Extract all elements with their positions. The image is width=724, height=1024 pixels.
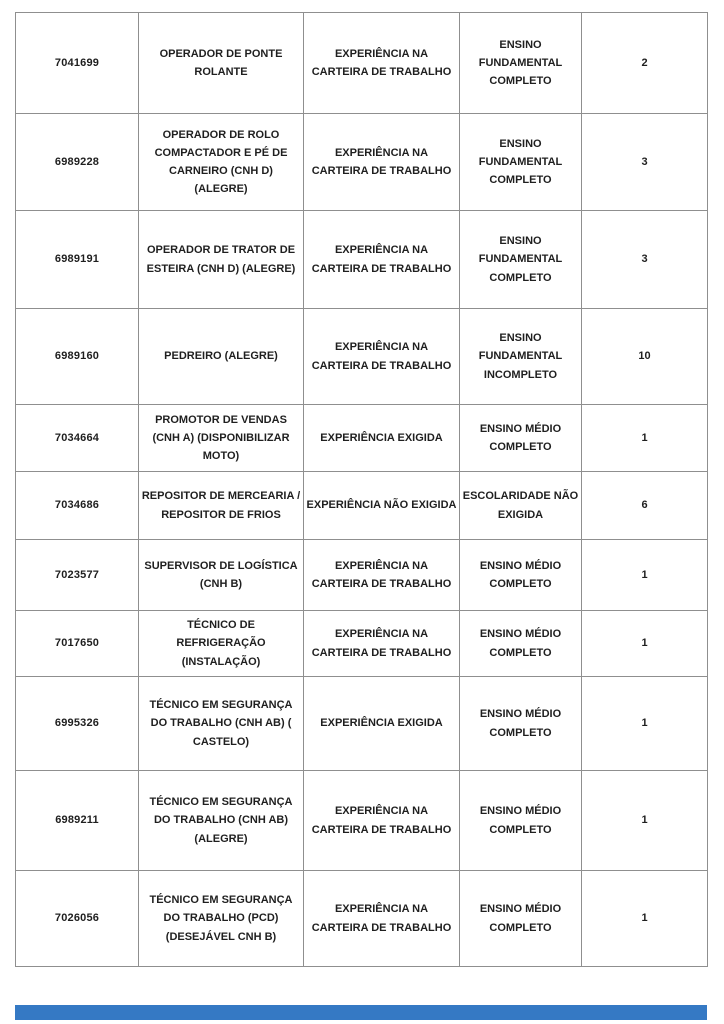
openings-count-cell: 6 (582, 472, 708, 540)
vacancy-id-cell: 7026056 (16, 871, 139, 967)
vacancy-id-cell: 7034664 (16, 405, 139, 472)
job-title-cell: TÉCNICO DE REFRIGERAÇÃO (INSTALAÇÃO) (139, 611, 304, 677)
table-row (16, 405, 708, 472)
table-row (16, 472, 708, 540)
experience-cell: EXPERIÊNCIA EXIGIDA (304, 405, 460, 472)
vacancy-id-cell: 7017650 (16, 611, 139, 677)
experience-cell: EXPERIÊNCIA NA CARTEIRA DE TRABALHO (304, 309, 460, 405)
vacancy-id-cell: 6989191 (16, 211, 139, 309)
education-cell: ENSINO MÉDIO COMPLETO (460, 540, 582, 611)
openings-count-cell: 1 (582, 611, 708, 677)
openings-count-cell: 1 (582, 677, 708, 771)
job-title-cell: OPERADOR DE PONTE ROLANTE (139, 13, 304, 114)
table-row (16, 540, 708, 611)
openings-count-cell: 1 (582, 871, 708, 967)
job-title-cell: PROMOTOR DE VENDAS (CNH A) (DISPONIBILIZAR MOTO) (139, 405, 304, 472)
openings-count-cell: 3 (582, 211, 708, 309)
vacancy-id-cell: 6989211 (16, 771, 139, 871)
vacancy-id-cell: 7041699 (16, 13, 139, 114)
education-cell: ENSINO MÉDIO COMPLETO (460, 611, 582, 677)
experience-cell: EXPERIÊNCIA NA CARTEIRA DE TRABALHO (304, 871, 460, 967)
vacancies-table (15, 12, 708, 967)
table-row (16, 677, 708, 771)
experience-cell: EXPERIÊNCIA NA CARTEIRA DE TRABALHO (304, 540, 460, 611)
table-row (16, 13, 708, 114)
experience-cell: EXPERIÊNCIA EXIGIDA (304, 677, 460, 771)
education-cell: ENSINO FUNDAMENTAL COMPLETO (460, 13, 582, 114)
openings-count-cell: 2 (582, 13, 708, 114)
education-cell: ENSINO FUNDAMENTAL INCOMPLETO (460, 309, 582, 405)
education-cell: ESCOLARIDADE NÃO EXIGIDA (460, 472, 582, 540)
education-cell: ENSINO MÉDIO COMPLETO (460, 405, 582, 472)
job-title-cell: TÉCNICO EM SEGURANÇA DO TRABALHO (CNH AB) ( CASTELO) (139, 677, 304, 771)
experience-cell: EXPERIÊNCIA NA CARTEIRA DE TRABALHO (304, 211, 460, 309)
job-title-cell: OPERADOR DE TRATOR DE ESTEIRA (CNH D) (ALEGRE) (139, 211, 304, 309)
table-row (16, 114, 708, 211)
openings-count-cell: 10 (582, 309, 708, 405)
table-row (16, 871, 708, 967)
education-cell: ENSINO FUNDAMENTAL COMPLETO (460, 211, 582, 309)
job-title-cell: TÉCNICO EM SEGURANÇA DO TRABALHO (CNH AB) (ALEGRE) (139, 771, 304, 871)
experience-cell: EXPERIÊNCIA NÃO EXIGIDA (304, 472, 460, 540)
job-title-cell: PEDREIRO (ALEGRE) (139, 309, 304, 405)
table-row (16, 611, 708, 677)
table-row (16, 771, 708, 871)
table-row (16, 309, 708, 405)
education-cell: ENSINO MÉDIO COMPLETO (460, 677, 582, 771)
openings-count-cell: 1 (582, 405, 708, 472)
job-title-cell: SUPERVISOR DE LOGÍSTICA (CNH B) (139, 540, 304, 611)
experience-cell: EXPERIÊNCIA NA CARTEIRA DE TRABALHO (304, 13, 460, 114)
education-cell: ENSINO MÉDIO COMPLETO (460, 771, 582, 871)
experience-cell: EXPERIÊNCIA NA CARTEIRA DE TRABALHO (304, 114, 460, 211)
table-row (16, 211, 708, 309)
footer-accent-bar (15, 1005, 707, 1020)
education-cell: ENSINO MÉDIO COMPLETO (460, 871, 582, 967)
vacancy-id-cell: 6989160 (16, 309, 139, 405)
openings-count-cell: 1 (582, 771, 708, 871)
education-cell: ENSINO FUNDAMENTAL COMPLETO (460, 114, 582, 211)
job-title-cell: OPERADOR DE ROLO COMPACTADOR E PÉ DE CARNEIRO (CNH D) (ALEGRE) (139, 114, 304, 211)
vacancy-id-cell: 7034686 (16, 472, 139, 540)
experience-cell: EXPERIÊNCIA NA CARTEIRA DE TRABALHO (304, 771, 460, 871)
openings-count-cell: 3 (582, 114, 708, 211)
vacancy-id-cell: 6995326 (16, 677, 139, 771)
vacancy-id-cell: 7023577 (16, 540, 139, 611)
job-title-cell: TÉCNICO EM SEGURANÇA DO TRABALHO (PCD) (DESEJÁVEL CNH B) (139, 871, 304, 967)
experience-cell: EXPERIÊNCIA NA CARTEIRA DE TRABALHO (304, 611, 460, 677)
openings-count-cell: 1 (582, 540, 708, 611)
vacancy-id-cell: 6989228 (16, 114, 139, 211)
table-body (16, 13, 708, 967)
job-title-cell: REPOSITOR DE MERCEARIA / REPOSITOR DE FRIOS (139, 472, 304, 540)
